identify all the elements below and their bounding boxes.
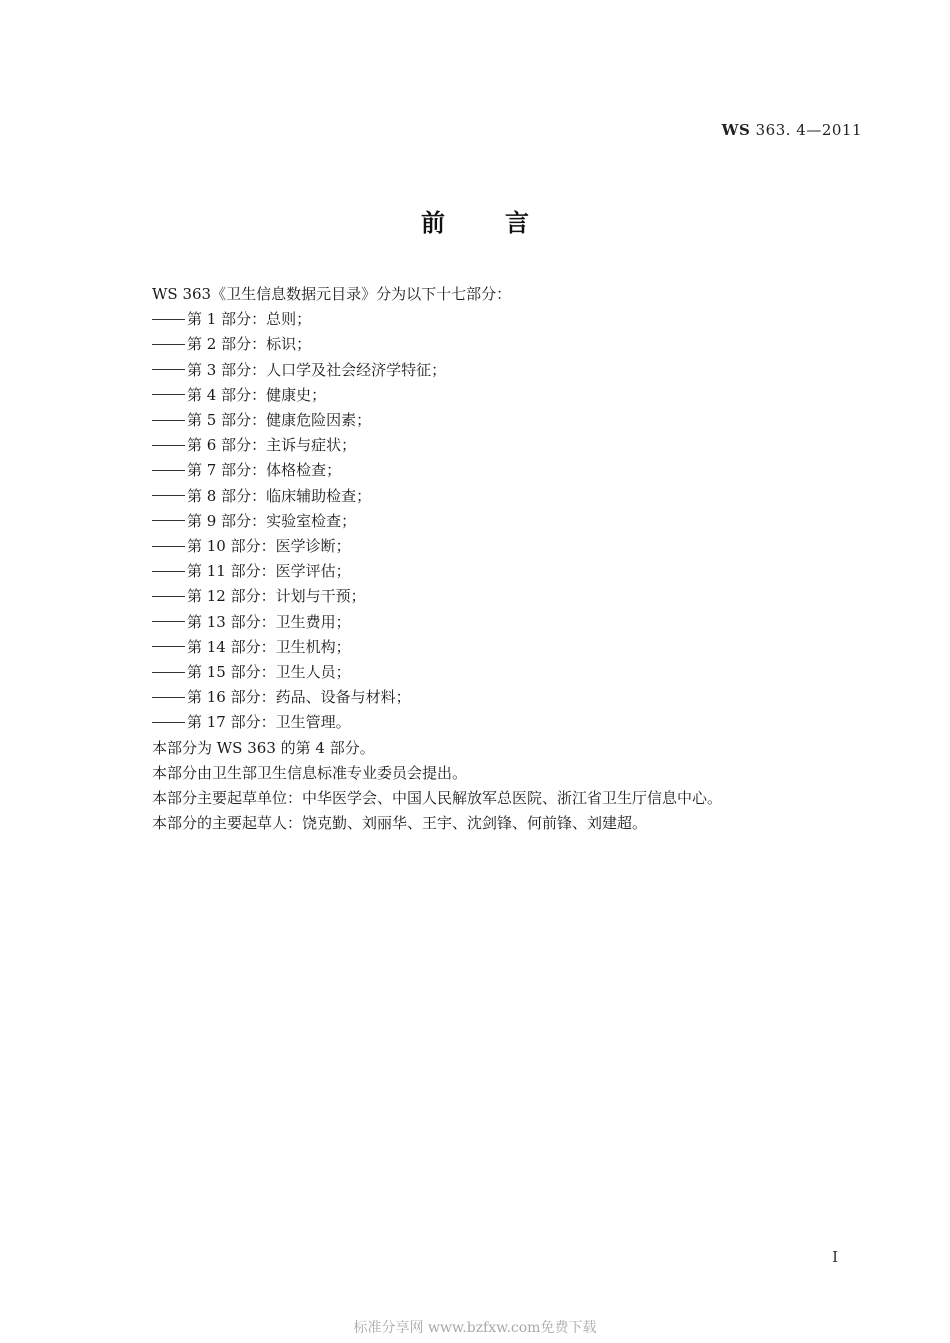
list-item-text: 第 4 部分：健康史；: [187, 385, 327, 404]
dash-mark: [152, 621, 185, 622]
list-item: [152, 307, 852, 332]
foreword-body: [152, 282, 852, 836]
dash-mark: [152, 369, 185, 370]
list-item: [152, 660, 852, 685]
list-item-text: 第 15 部分：卫生人员；: [187, 663, 351, 682]
list-item-text: 第 8 部分：临床辅助检查；: [187, 486, 372, 505]
dash-mark: [152, 546, 185, 547]
page-number: I: [832, 1248, 838, 1266]
dash-mark: [152, 722, 185, 723]
document-code-number: 363. 4—2011: [755, 121, 862, 139]
document-code-prefix: WS: [721, 121, 751, 139]
list-item-text: 第 13 部分：卫生费用；: [187, 612, 351, 631]
list-item: [152, 408, 852, 433]
page-title: 前言: [421, 209, 589, 237]
dash-mark: [152, 319, 185, 320]
list-item-text: 第 14 部分：卫生机构；: [187, 637, 351, 656]
list-item-text: 第 9 部分：实验室检查；: [187, 511, 357, 530]
dash-mark: [152, 596, 185, 597]
dash-mark: [152, 697, 185, 698]
document-code: [722, 121, 862, 139]
drafters-paragraph: 本部分的主要起草人：饶克勤、刘丽华、王宇、沈剑锋、何前锋、刘建超。: [152, 814, 648, 833]
list-item-text: 第 10 部分：医学诊断；: [187, 537, 351, 556]
list-item: [152, 635, 852, 660]
dash-mark: [152, 495, 185, 496]
list-item-text: 第 5 部分：健康危险因素；: [187, 411, 372, 430]
list-item-text: 第 12 部分：计划与干预；: [187, 587, 366, 606]
intro-paragraph: WS 363《卫生信息数据元目录》分为以下十七部分：: [152, 285, 512, 303]
list-item-text: 第 11 部分：医学评估；: [187, 562, 351, 581]
list-item: [152, 458, 852, 483]
dash-mark: [152, 571, 185, 572]
dash-mark: [152, 646, 185, 647]
list-item: [152, 358, 852, 383]
list-item: [152, 534, 852, 559]
dash-mark: [152, 672, 185, 673]
list-item-text: 第 3 部分：人口学及社会经济学特征；: [187, 360, 447, 379]
list-item: [152, 509, 852, 534]
list-item-text: 第 17 部分：卫生管理。: [187, 713, 351, 732]
dash-mark: [152, 445, 185, 446]
parts-list: [152, 307, 852, 735]
drafting-units-paragraph: 本部分主要起草单位：中华医学会、中国人民解放军总医院、浙江省卫生厅信息中心。: [152, 789, 723, 808]
list-item-text: 第 2 部分：标识；: [187, 335, 312, 354]
list-item: [152, 685, 852, 710]
list-item: [152, 610, 852, 635]
list-item: [152, 383, 852, 408]
list-item: [152, 484, 852, 509]
proposed-by-paragraph: 本部分由卫生部卫生信息标准专业委员会提出。: [152, 763, 468, 782]
list-item: [152, 584, 852, 609]
dash-mark: [152, 420, 185, 421]
dash-mark: [152, 470, 185, 471]
watermark-text: 标准分享网 www.bzfxw.com免费下载: [353, 1320, 597, 1336]
dash-mark: [152, 394, 185, 395]
part-of-paragraph: 本部分为 WS 363 的第 4 部分。: [152, 738, 375, 757]
list-item-text: 第 7 部分：体格检查；: [187, 461, 342, 480]
dash-mark: [152, 344, 185, 345]
list-item: [152, 559, 852, 584]
list-item: [152, 433, 852, 458]
dash-mark: [152, 520, 185, 521]
list-item: [152, 332, 852, 357]
list-item: [152, 710, 852, 735]
list-item-text: 第 16 部分：药品、设备与材料；: [187, 688, 411, 707]
list-item-text: 第 1 部分：总则；: [187, 310, 312, 329]
list-item-text: 第 6 部分：主诉与症状；: [187, 436, 357, 455]
